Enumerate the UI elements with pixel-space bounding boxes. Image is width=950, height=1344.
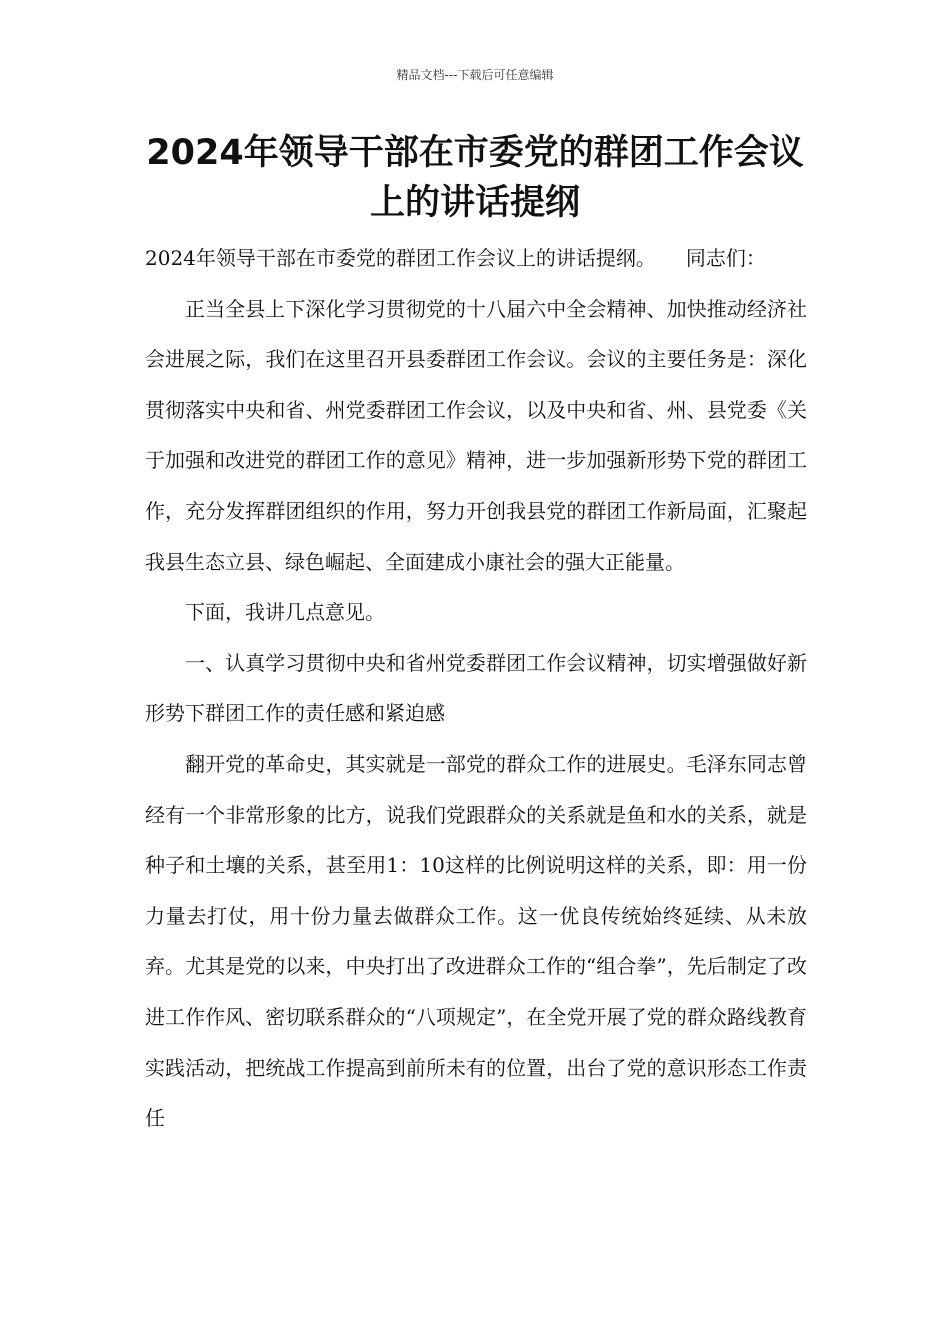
paragraph: 下面，我讲几点意见。 <box>185 600 385 625</box>
document-title: 2024年领导干部在市委党的群团工作会议上的讲话提纲 <box>146 133 804 223</box>
header-note: 精品文档---下载后可任意编辑 <box>396 68 554 82</box>
paragraph: 翻开党的革命史，其实就是一部党的群众工作的进展史。毛泽东同志曾经有一个非常形象的比方，说我们党跟群众的关系就是鱼和水的关系，就是种子和土壤的关系，甚至用1：10这样的比例说明这样的关系，即：用一份力量去打仗，用十份力量去做群众工作。这一优良传统始终延续、从未放弃。尤其是党的以来，中央打出了改进群众工作的“组合拳”，先后制定了改进工作作风、密切联系群众的“八项规定”，在全党开展了党的群众路线教育实践活动，把统战工作提高到前所未有的位置，出台了党的意识形态工作责任 <box>145 751 807 1131</box>
paragraph: 正当全县上下深化学习贯彻党的十八届六中全会精神、加快推动经济社会进展之际，我们在这里召开县委群团工作会议。会议的主要任务是：深化贯彻落实中央和省、州党委群团工作会议，以及中央和省、州、县党委《关于加强和改进党的群团工作的意见》精神，进一步加强新形势下党的群团工作，充分发挥群团组织的作用，努力开创我县党的群团工作新局面，汇聚起我县生态立县、绿色崛起、全面建成小康社会的强大正能量。 <box>145 296 807 574</box>
section-heading: 一、认真学习贯彻中央和省州党委群团工作会议精神，切实增强做好新形势下群团工作的责任感和紧迫感 <box>145 650 807 726</box>
document-body <box>145 233 807 1144</box>
paragraph-opening: 2024年领导干部在市委党的群团工作会议上的讲话提纲。 同志们： <box>145 246 766 270</box>
